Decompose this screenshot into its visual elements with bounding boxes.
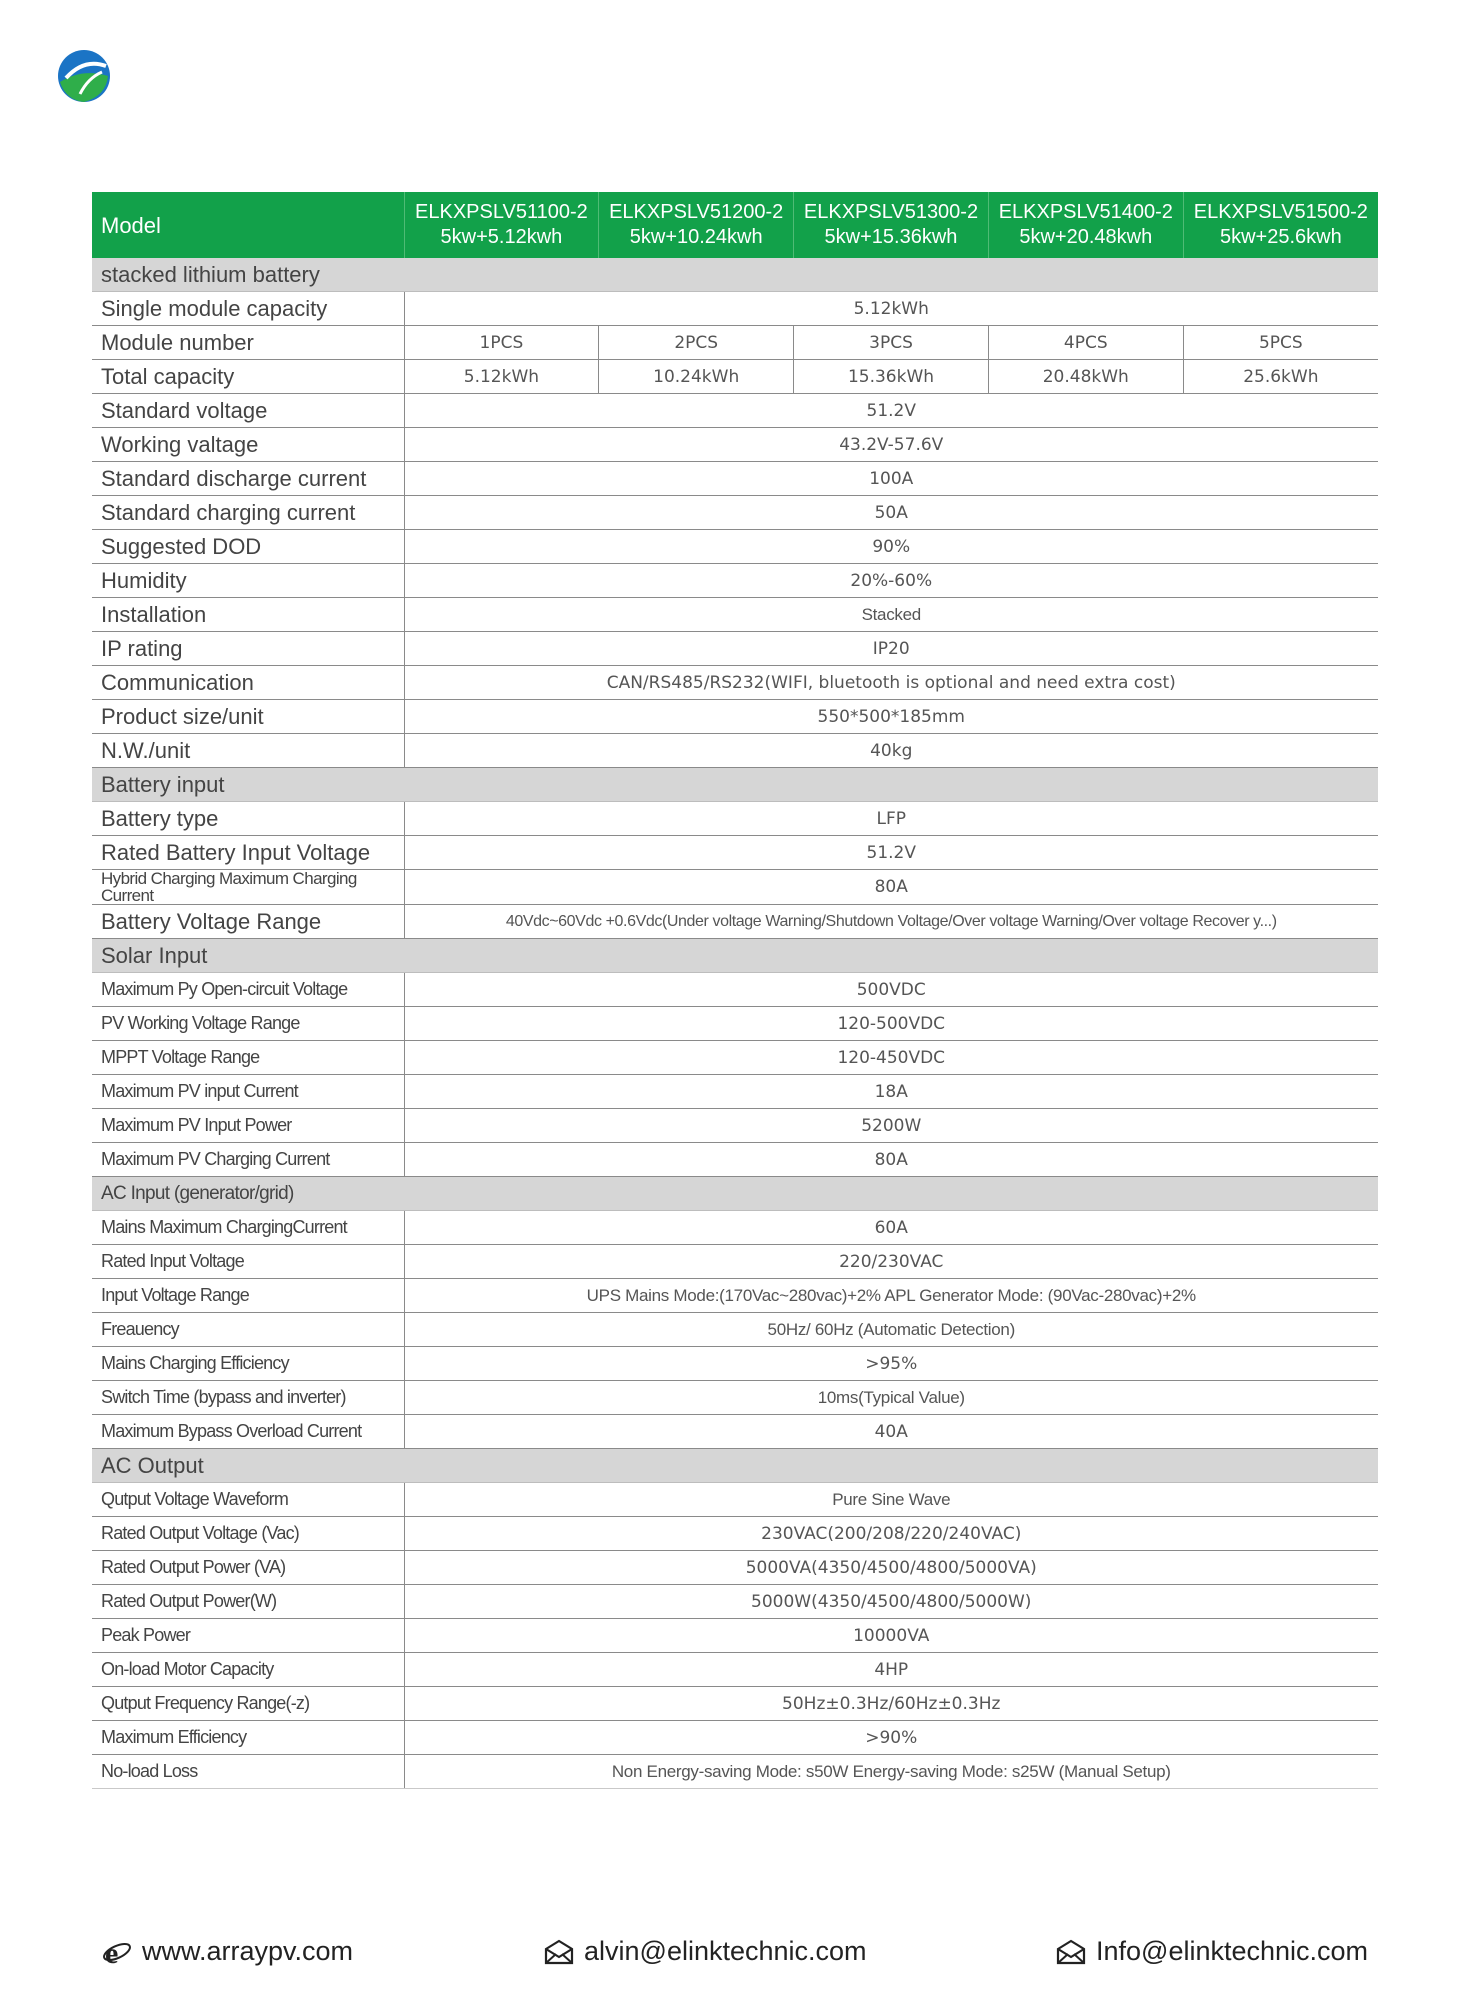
table-row [92,1381,1378,1415]
table-row [92,802,1378,836]
table-row [92,1755,1378,1789]
row-value: 80A [404,870,1378,905]
table-row [92,1007,1378,1041]
table-row [92,1143,1378,1177]
section-header: Battery input [92,768,1378,802]
table-row [92,973,1378,1007]
row-label: Rated Battery Input Voltage [92,836,404,870]
table-header-row [92,192,1378,258]
table-row [92,1279,1378,1313]
mail-icon [544,1939,574,1965]
table-row [92,360,1378,394]
table-row [92,1687,1378,1721]
table-row [92,428,1378,462]
table-row [92,1075,1378,1109]
row-label: Single module capacity [92,292,404,326]
model-column: ELKXPSLV51300-2 5kw+15.36kwh [794,192,989,258]
table-row [92,666,1378,700]
table-row [92,1313,1378,1347]
table-row [92,1415,1378,1449]
row-label: Maximum PV Input Power [92,1109,404,1143]
row-label: Battery Voltage Range [92,905,404,939]
browser-icon [102,1937,132,1967]
row-value: 50Hz/ 60Hz (Automatic Detection) [404,1313,1378,1347]
table-row [92,905,1378,939]
row-value: 20.48kWh [988,360,1183,394]
email-text[interactable]: alvin@elinktechnic.com [584,1936,867,1966]
row-label: MPPT Voltage Range [92,1041,404,1075]
row-value: 2PCS [599,326,794,360]
row-value: 10ms(Typical Value) [404,1381,1378,1415]
row-label: Module number [92,326,404,360]
row-label: N.W./unit [92,734,404,768]
row-value: 5.12kWh [404,292,1378,326]
row-label: Rated Input Voltage [92,1245,404,1279]
row-label: Maximum Bypass Overload Current [92,1415,404,1449]
row-value: 10000VA [404,1619,1378,1653]
row-label: Input Voltage Range [92,1279,404,1313]
row-value: 5000VA(4350/4500/4800/5000VA) [404,1551,1378,1585]
row-label: Mains Maximum ChargingCurrent [92,1211,404,1245]
row-value: 40kg [404,734,1378,768]
footer-email-1[interactable] [544,1936,867,1967]
table-row [92,1211,1378,1245]
row-value: Pure Sine Wave [404,1483,1378,1517]
row-value: 4HP [404,1653,1378,1687]
model-column: ELKXPSLV51100-2 5kw+5.12kwh [404,192,599,258]
row-label: On-load Motor Capacity [92,1653,404,1687]
footer-email-2[interactable] [1056,1936,1368,1967]
row-label: Rated Output Voltage (Vac) [92,1517,404,1551]
model-label: Model [92,192,404,258]
row-label: Rated Output Power (VA) [92,1551,404,1585]
table-row [92,1721,1378,1755]
row-label: Maximum Py Open-circuit Voltage [92,973,404,1007]
row-label: Mains Charging Efficiency [92,1347,404,1381]
row-label: IP rating [92,632,404,666]
row-label: Standard voltage [92,394,404,428]
row-value: 3PCS [794,326,989,360]
row-value: 5000W(4350/4500/4800/5000W) [404,1585,1378,1619]
row-label: Standard discharge current [92,462,404,496]
svg-text:e: e [105,1936,119,1967]
table-row [92,530,1378,564]
row-label: No-load Loss [92,1755,404,1789]
table-row [92,1483,1378,1517]
row-value: Stacked [404,598,1378,632]
row-value: 5200W [404,1109,1378,1143]
table-row [92,598,1378,632]
row-label: Maximum PV Charging Current [92,1143,404,1177]
row-value: 15.36kWh [794,360,989,394]
row-label: Humidity [92,564,404,598]
row-label: Installation [92,598,404,632]
row-value: 51.2V [404,394,1378,428]
model-column: ELKXPSLV51500-2 5kw+25.6kwh [1183,192,1378,258]
row-label: Maximum PV input Current [92,1075,404,1109]
row-label: Standard charging current [92,496,404,530]
footer-website[interactable] [102,1936,353,1967]
row-value: 60A [404,1211,1378,1245]
row-label: Total capacity [92,360,404,394]
section-header: Solar Input [92,939,1378,973]
model-column: ELKXPSLV51400-2 5kw+20.48kwh [988,192,1183,258]
row-value: 50A [404,496,1378,530]
row-value: >95% [404,1347,1378,1381]
table-row [92,1517,1378,1551]
row-value: 10.24kWh [599,360,794,394]
row-value: 90% [404,530,1378,564]
row-value: 120-500VDC [404,1007,1378,1041]
row-value: 550*500*185mm [404,700,1378,734]
row-value: 51.2V [404,836,1378,870]
table-row [92,734,1378,768]
table-row [92,1347,1378,1381]
row-label: Maximum Efficiency [92,1721,404,1755]
model-column: ELKXPSLV51200-2 5kw+10.24kwh [599,192,794,258]
row-value: 18A [404,1075,1378,1109]
row-value: LFP [404,802,1378,836]
row-label: Working valtage [92,428,404,462]
website-text[interactable]: www.arraypv.com [142,1936,354,1966]
company-logo [56,48,112,104]
row-value: 50Hz±0.3Hz/60Hz±0.3Hz [404,1687,1378,1721]
table-row [92,1551,1378,1585]
email-text[interactable]: Info@elinktechnic.com [1096,1936,1369,1966]
table-row [92,700,1378,734]
row-value: 40A [404,1415,1378,1449]
spec-table [92,192,1378,1789]
row-value: 120-450VDC [404,1041,1378,1075]
row-label: Product size/unit [92,700,404,734]
row-label: Switch Time (bypass and inverter) [92,1381,404,1415]
table-row [92,1585,1378,1619]
row-label: Battery type [92,802,404,836]
row-value: 100A [404,462,1378,496]
section-header: AC Input (generator/grid) [92,1177,1378,1211]
section-header: stacked lithium battery [92,258,1378,292]
row-value: IP20 [404,632,1378,666]
mail-icon [1056,1939,1086,1965]
row-label: Qutput Voltage Waveform [92,1483,404,1517]
table-row [92,326,1378,360]
row-value: 80A [404,1143,1378,1177]
table-row [92,632,1378,666]
row-label: Qutput Frequency Range(-z) [92,1687,404,1721]
row-value: 25.6kWh [1183,360,1378,394]
row-value: UPS Mains Mode:(170Vac~280vac)+2% APL Generator Mode: (90Vac-280vac)+2% [404,1279,1378,1313]
table-row [92,836,1378,870]
row-value: Non Energy-saving Mode: s50W Energy-saving Mode: s25W (Manual Setup) [404,1755,1378,1789]
row-value: 230VAC(200/208/220/240VAC) [404,1517,1378,1551]
table-row [92,394,1378,428]
table-row [92,1245,1378,1279]
row-label: Rated Output Power(W) [92,1585,404,1619]
row-value: 5.12kWh [404,360,599,394]
row-value: 20%-60% [404,564,1378,598]
row-value: 220/230VAC [404,1245,1378,1279]
table-row [92,462,1378,496]
section-header: AC Output [92,1449,1378,1483]
table-row [92,870,1378,905]
table-row [92,1041,1378,1075]
row-label: PV Working Voltage Range [92,1007,404,1041]
row-label: Hybrid Charging Maximum Charging Current [92,870,404,905]
row-value: 43.2V-57.6V [404,428,1378,462]
row-value: 500VDC [404,973,1378,1007]
row-value: 1PCS [404,326,599,360]
row-label: Peak Power [92,1619,404,1653]
row-value: 4PCS [988,326,1183,360]
row-label: Suggested DOD [92,530,404,564]
row-value: CAN/RS485/RS232(WIFI, bluetooth is optional and need extra cost) [404,666,1378,700]
row-label: Communication [92,666,404,700]
table-row [92,1653,1378,1687]
table-row [92,292,1378,326]
row-value: 5PCS [1183,326,1378,360]
table-row [92,1619,1378,1653]
table-row [92,1109,1378,1143]
row-label: Freauency [92,1313,404,1347]
table-row [92,564,1378,598]
row-value: 40Vdc~60Vdc +0.6Vdc(Under voltage Warning/Shutdown Voltage/Over voltage Warning/Over voltage Recover y...) [404,905,1378,939]
table-row [92,496,1378,530]
row-value: >90% [404,1721,1378,1755]
